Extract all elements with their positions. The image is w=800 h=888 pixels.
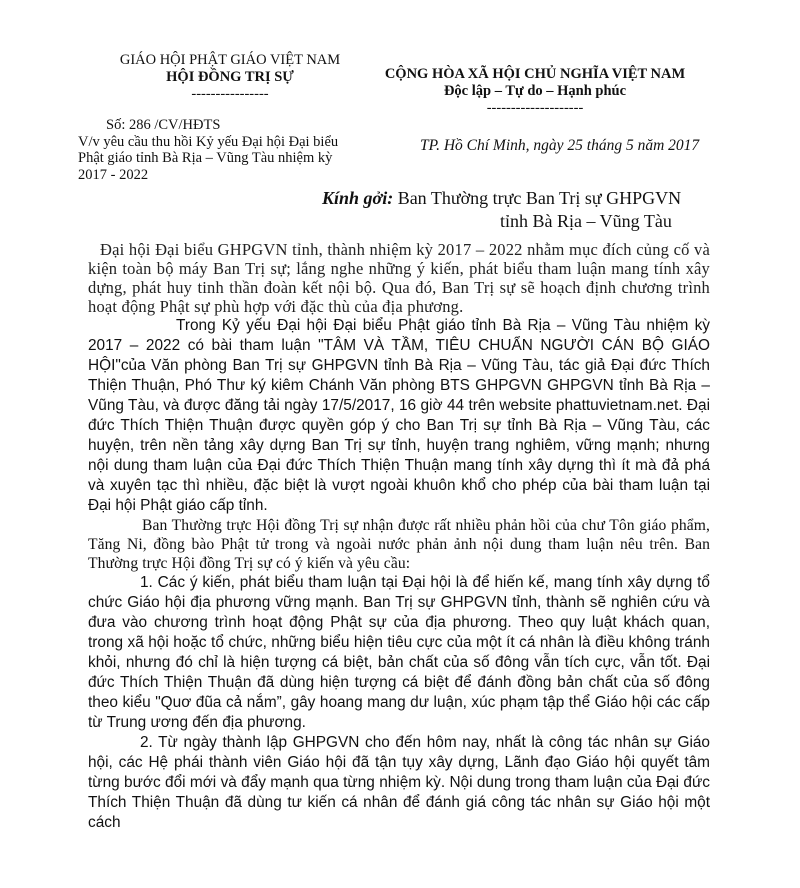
paragraph-intro: Đại hội Đại biểu GHPGVN tỉnh, thành nhiệm kỳ 2017 – 2022 nhằm mục đích củng cố và kiện toàn bộ máy Ban Trị sự; lắng nghe những ý kiến, phát biểu tham luận mang tính xây dựng, phát huy tinh thần đoàn kết nội bộ. Qua đó, Ban Trị sự sẽ hoạch định chương trình hoạt động Phật sự phù hợp với đặc thù của địa phương. bbox=[88, 240, 710, 316]
paragraph-point-2: 2. Từ ngày thành lập GHPGVN cho đến hôm nay, nhất là công tác nhân sự Giáo hội, các Hệ phái thành viên Giáo hội đã tận tụy xây dựng, Lãnh đạo Giáo hội quyết tâm từng bước đổi mới và đẩy mạnh qua từng nhiệm kỳ. Nội dung trong tham luận của Đại đức Thích Thiện Thuận đã dùng tư kiến cá nhân để đánh giá công tác nhân sự Giáo hội một cách bbox=[88, 734, 710, 831]
recipient-label: Kính gởi: bbox=[322, 188, 394, 208]
document-reference bbox=[78, 117, 358, 183]
recipient-line-2: tỉnh Bà Rịa – Vũng Tàu bbox=[500, 211, 672, 231]
recipient-block bbox=[322, 187, 681, 233]
national-title: CỘNG HÒA XÃ HỘI CHỦ NGHĨA VIỆT NAM bbox=[384, 66, 686, 82]
national-header bbox=[360, 66, 710, 117]
date-line: TP. Hồ Chí Minh, ngày 25 tháng 5 năm 2017 bbox=[420, 137, 700, 154]
paragraph-feedback: Ban Thường trực Hội đồng Trị sự nhận được rất nhiều phản hồi của chư Tôn giáo phẩm, Tăng Ni, đồng bào Phật tử trong và ngoài nước phản ảnh nội dung tham luận nêu trên. Ban Thường trực Hội đồng Trị sự có ý kiến và yêu cầu: bbox=[88, 517, 710, 572]
issuer-divider: ---------------- bbox=[191, 86, 269, 102]
document-number: Số: 286 /CV/HĐTS bbox=[106, 117, 221, 133]
letter-body bbox=[88, 240, 710, 833]
paragraph-context: Trong Kỷ yếu Đại hội Đại biểu Phật giáo tỉnh Bà Rịa – Vũng Tàu nhiệm kỳ 2017 – 2022 có bài tham luận "TÂM VÀ TẦM, TIÊU CHUẨN NGƯỜI CÁN BỘ GIÁO HỘI"của Văn phòng Ban Trị sự GHPGVN tỉnh Bà Rịa – Vũng Tàu, tác giả Đại đức Thích Thiện Thuận, Phó Thư ký kiêm Chánh Văn phòng BTS GHPGVN GHPGVN tỉnh Bà Rịa – Vũng Tàu, và được đăng tải ngày 17/5/2017, 16 giờ 44 trên website phattuvietnam.net. Đại đức Thích Thiện Thuận được quyền góp ý cho Ban Trị sự tỉnh Bà Rịa – Vũng Tàu, các huyện, trên nền tảng xây dựng Ban Trị sự tỉnh, huyện trang nghiêm, vững mạnh; nhưng nội dung tham luận của Đại đức Thích Thiện Thuận mang tính xây dựng thì ít mà đả phá và xuyên tạc thì nhiều, đặc biệt là vượt ngoài khuôn khổ cho phép của bài tham luận tại Đại hội Phật giáo cấp tỉnh. bbox=[88, 317, 710, 514]
national-motto: Độc lập – Tự do – Hạnh phúc bbox=[443, 83, 627, 99]
document-subject: V/v yêu cầu thu hồi Kỷ yếu Đại hội Đại biểu Phật giáo tỉnh Bà Rịa – Vũng Tàu nhiệm kỳ 2017 - 2022 bbox=[78, 133, 339, 183]
paragraph-point-1: 1. Các ý kiến, phát biểu tham luận tại Đại hội là để hiến kế, mang tính xây dựng tổ chức Giáo hội địa phương vững mạnh. Ban Trị sự GHPGVN tỉnh, thành sẽ nghiên cứu và đưa vào chương trình hoạt động Phật sự của địa phương. Theo quy luật khách quan, trong xã hội hoặc tổ chức, những biểu hiện tiêu cực của một ít cá nhân là điều không tránh khỏi, nhưng đó chỉ là hiện tượng cá biệt, bản chất của số đông vẫn tích cực, vẫn tốt. Đại đức Thích Thiện Thuận đã dùng hiện tượng cá biệt để đánh đồng bản chất của số đông theo kiểu "Quơ đũa cả nắm”, gây hoang mang dư luận, xúc phạm tập thể Giáo hội các cấp từ Trung ương đến địa phương. bbox=[88, 574, 710, 731]
issuer-council: HỘI ĐỒNG TRỊ SỰ bbox=[166, 69, 294, 85]
national-divider: -------------------- bbox=[486, 100, 584, 116]
recipient-line-1: Ban Thường trực Ban Trị sự GHPGVN bbox=[393, 188, 682, 208]
issuer-header bbox=[80, 52, 380, 103]
issuer-org: GIÁO HỘI PHẬT GIÁO VIỆT NAM bbox=[119, 52, 341, 68]
